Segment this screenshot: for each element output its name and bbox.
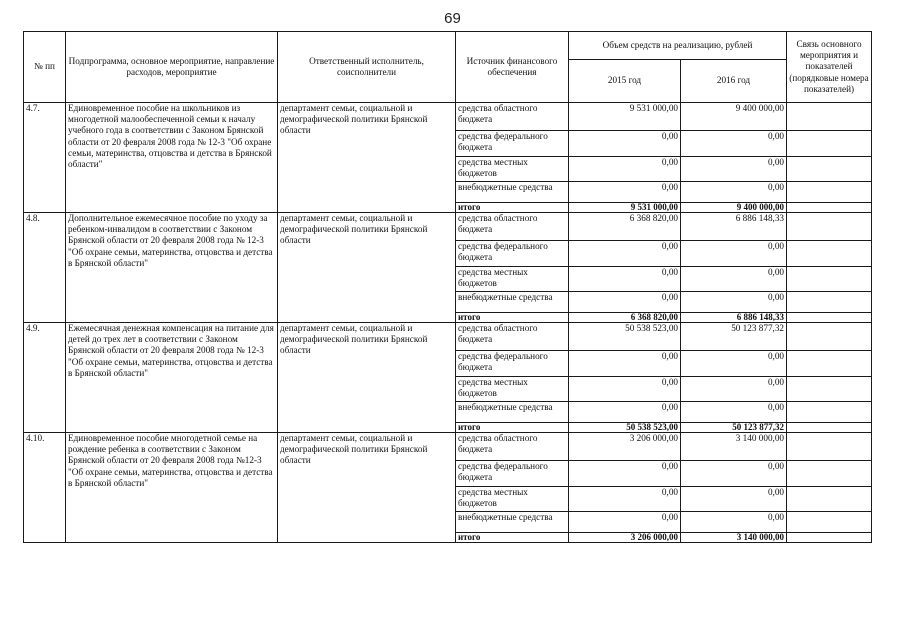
item-executor: департамент семьи, социальной и демографической политики Брянской области: [278, 323, 456, 433]
amount-2015: 0,00: [569, 351, 681, 377]
funding-source-label: внебюджетные средства: [456, 512, 569, 533]
amount-2016: 9 400 000,00: [681, 203, 787, 213]
indicator-link-cell: [787, 323, 872, 351]
indicator-link-cell: [787, 182, 872, 203]
amount-2015: 0,00: [569, 377, 681, 402]
funding-source-label: средства областного бюджета: [456, 323, 569, 351]
funding-source-label: средства местных бюджетов: [456, 487, 569, 512]
indicator-link-cell: [787, 433, 872, 461]
indicator-link-cell: [787, 487, 872, 512]
indicator-link-cell: [787, 351, 872, 377]
indicator-link-cell: [787, 241, 872, 267]
item-executor: департамент семьи, социальной и демографической политики Брянской области: [278, 433, 456, 543]
table-body: [24, 103, 872, 543]
amount-2015: 6 368 820,00: [569, 313, 681, 323]
item-name: Единовременное пособие многодетной семье на рождение ребенка в соответствии с Законом Брянской области от 20 февраля 2008 года №12-3 "Об охране семьи, материнства, отцовства и детства в Брянской области": [66, 433, 278, 543]
indicator-link-cell: [787, 203, 872, 213]
total-label: итого: [456, 423, 569, 433]
indicator-link-cell: [787, 131, 872, 157]
table-row: [24, 213, 872, 241]
funding-source-label: средства местных бюджетов: [456, 157, 569, 182]
amount-2015: 50 538 523,00: [569, 323, 681, 351]
amount-2015: 3 206 000,00: [569, 533, 681, 543]
amount-2015: 0,00: [569, 241, 681, 267]
amount-2015: 0,00: [569, 402, 681, 423]
amount-2016: 0,00: [681, 131, 787, 157]
amount-2015: 6 368 820,00: [569, 213, 681, 241]
page-number: 69: [444, 10, 461, 27]
funding-source-label: средства областного бюджета: [456, 103, 569, 131]
indicator-link-cell: [787, 267, 872, 292]
amount-2015: 3 206 000,00: [569, 433, 681, 461]
amount-2015: 9 531 000,00: [569, 203, 681, 213]
amount-2016: 0,00: [681, 292, 787, 313]
header-year-2015: 2015 год: [569, 60, 681, 103]
indicator-link-cell: [787, 533, 872, 543]
header-executor: Ответственный исполнитель, соисполнители: [278, 32, 456, 103]
funding-source-label: внебюджетные средства: [456, 402, 569, 423]
indicator-link-cell: [787, 377, 872, 402]
amount-2015: 0,00: [569, 487, 681, 512]
indicator-link-cell: [787, 512, 872, 533]
amount-2016: 50 123 877,32: [681, 423, 787, 433]
amount-2015: 0,00: [569, 267, 681, 292]
total-label: итого: [456, 203, 569, 213]
amount-2016: 0,00: [681, 157, 787, 182]
item-name: Ежемесячная денежная компенсация на питание для детей до трех лет в соответствии с Законом Брянской области от 20 февраля 2008 года № 12-3 "Об охране семьи, материнства, отцовства и детства в Брянской области": [66, 323, 278, 433]
amount-2015: 50 538 523,00: [569, 423, 681, 433]
indicator-link-cell: [787, 213, 872, 241]
amount-2016: 0,00: [681, 241, 787, 267]
amount-2016: 0,00: [681, 487, 787, 512]
funding-source-label: средства областного бюджета: [456, 213, 569, 241]
funding-source-label: средства федерального бюджета: [456, 351, 569, 377]
item-name: Дополнительное ежемесячное пособие по уходу за ребенком-инвалидом в соответствии с Законом Брянской области от 20 февраля 2008 года № 12-3 "Об охране семьи, материнства, отцовства и детства в Брянской области": [66, 213, 278, 323]
table-row: [24, 433, 872, 461]
amount-2016: 50 123 877,32: [681, 323, 787, 351]
amount-2016: 0,00: [681, 267, 787, 292]
header-name: Подпрограмма, основное мероприятие, направление расходов, мероприятие: [66, 32, 278, 103]
item-number: 4.7.: [24, 103, 66, 213]
amount-2016: 3 140 000,00: [681, 433, 787, 461]
amount-2015: 9 531 000,00: [569, 103, 681, 131]
total-label: итого: [456, 313, 569, 323]
funding-source-label: внебюджетные средства: [456, 182, 569, 203]
amount-2015: 0,00: [569, 512, 681, 533]
amount-2015: 0,00: [569, 292, 681, 313]
amount-2016: 9 400 000,00: [681, 103, 787, 131]
amount-2016: 6 886 148,33: [681, 213, 787, 241]
indicator-link-cell: [787, 423, 872, 433]
amount-2016: 0,00: [681, 461, 787, 487]
indicator-link-cell: [787, 157, 872, 182]
funding-source-label: внебюджетные средства: [456, 292, 569, 313]
table-row: [24, 103, 872, 131]
indicator-link-cell: [787, 292, 872, 313]
funding-source-label: средства федерального бюджета: [456, 241, 569, 267]
indicator-link-cell: [787, 103, 872, 131]
amount-2016: 0,00: [681, 182, 787, 203]
header-volume: Объем средств на реализацию, рублей: [569, 32, 787, 60]
indicator-link-cell: [787, 313, 872, 323]
item-name: Единовременное пособие на школьников из многодетной малообеспеченной семьи к началу учебного года в соответствии с Законом Брянской области от 20 февраля 2008 года № 12-3 "Об охране семьи, материнства, отцовства и детства в Брянской области": [66, 103, 278, 213]
item-executor: департамент семьи, социальной и демографической политики Брянской области: [278, 213, 456, 323]
funding-source-label: средства федерального бюджета: [456, 461, 569, 487]
funding-source-label: средства местных бюджетов: [456, 267, 569, 292]
amount-2016: 0,00: [681, 377, 787, 402]
funding-source-label: средства местных бюджетов: [456, 377, 569, 402]
funding-source-label: средства областного бюджета: [456, 433, 569, 461]
budget-table: [23, 31, 872, 543]
header-year-2016: 2016 год: [681, 60, 787, 103]
amount-2016: 6 886 148,33: [681, 313, 787, 323]
header-source: Источник финансового обеспечения: [456, 32, 569, 103]
amount-2015: 0,00: [569, 157, 681, 182]
indicator-link-cell: [787, 402, 872, 423]
amount-2015: 0,00: [569, 131, 681, 157]
amount-2016: 3 140 000,00: [681, 533, 787, 543]
amount-2016: 0,00: [681, 351, 787, 377]
funding-source-label: средства федерального бюджета: [456, 131, 569, 157]
item-number: 4.8.: [24, 213, 66, 323]
total-label: итого: [456, 533, 569, 543]
item-number: 4.9.: [24, 323, 66, 433]
amount-2016: 0,00: [681, 402, 787, 423]
amount-2016: 0,00: [681, 512, 787, 533]
amount-2015: 0,00: [569, 461, 681, 487]
item-executor: департамент семьи, социальной и демографической политики Брянской области: [278, 103, 456, 213]
table-row: [24, 323, 872, 351]
header-link: Связь основного мероприятия и показателей (порядковые номера показателей): [787, 32, 872, 103]
item-number: 4.10.: [24, 433, 66, 543]
indicator-link-cell: [787, 461, 872, 487]
header-num: № пп: [24, 32, 66, 103]
amount-2015: 0,00: [569, 182, 681, 203]
